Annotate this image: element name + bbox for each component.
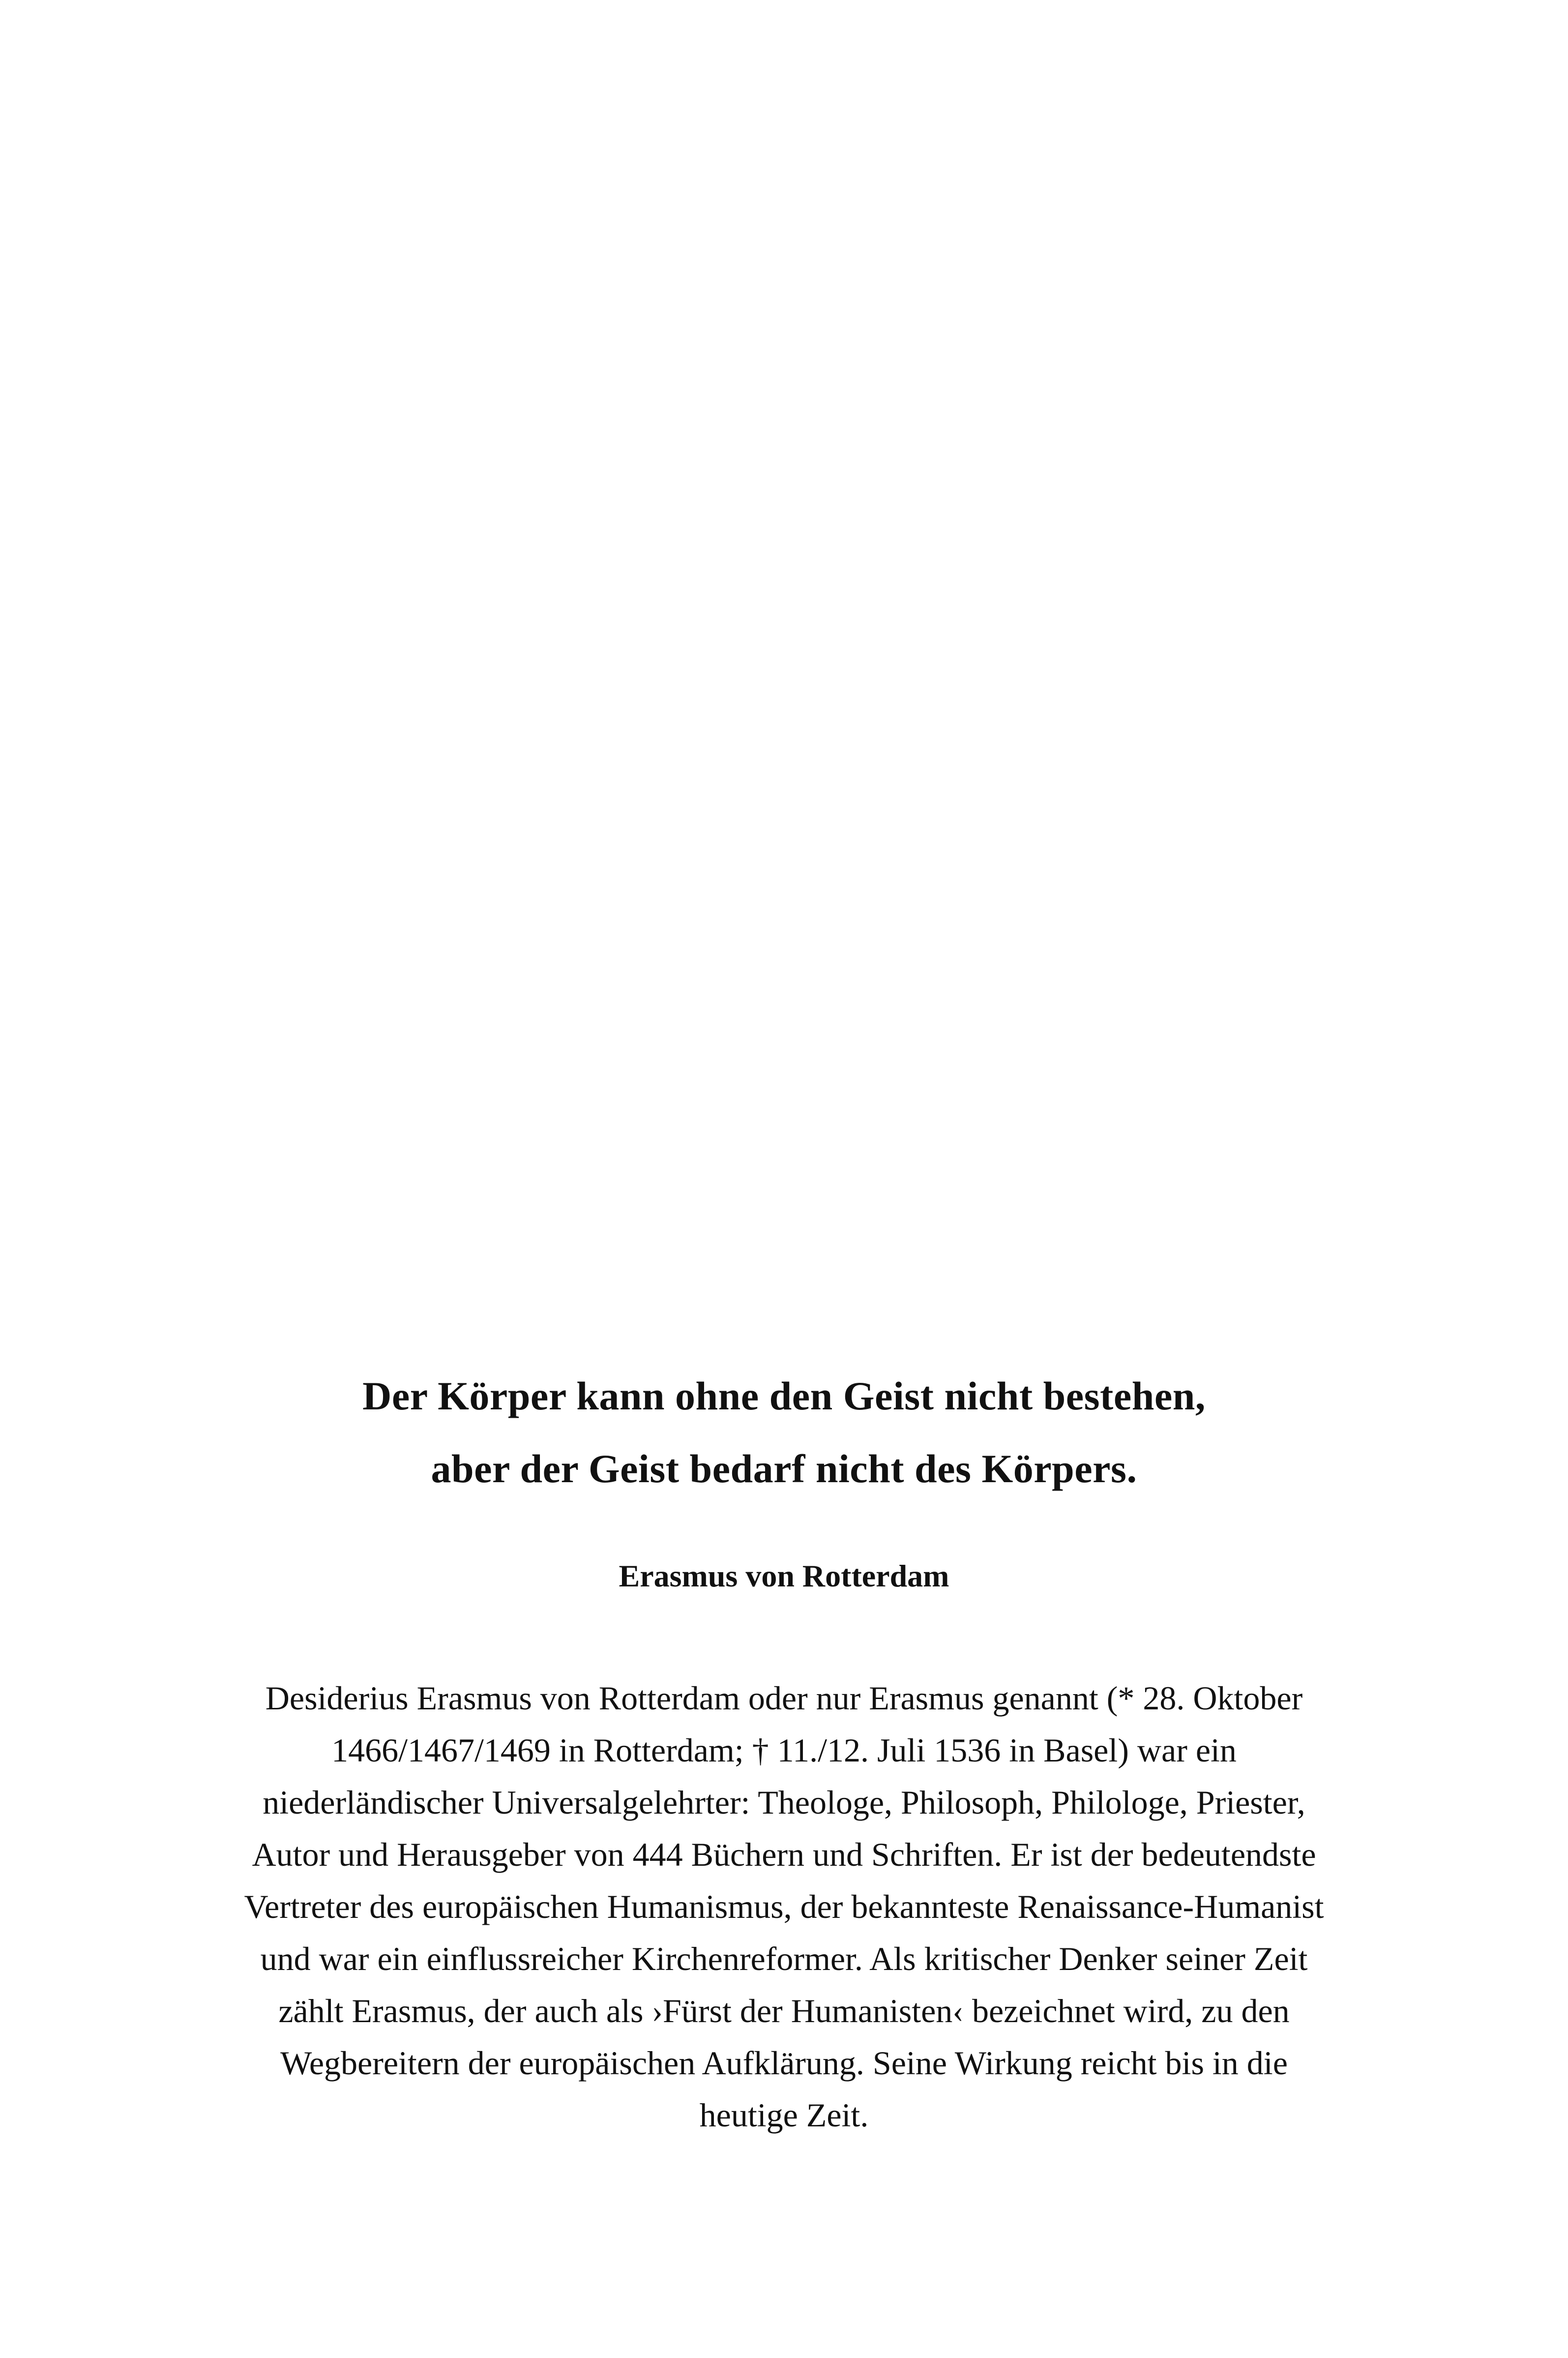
- quote-line: aber der Geist bedarf nicht des Körpers.: [431, 1446, 1137, 1491]
- biography-paragraph: [0, 1672, 1568, 2141]
- biography-line: Wegbereitern der europäischen Aufklärung. Seine Wirkung reicht bis in die: [280, 2044, 1288, 2082]
- biography-line: Desiderius Erasmus von Rotterdam oder nur Erasmus genannt (* 28. Oktober: [265, 1679, 1303, 1717]
- biography-line: Autor und Herausgeber von 444 Büchern und Schriften. Er ist der bedeutendste: [252, 1836, 1316, 1873]
- biography-line: heutige Zeit.: [699, 2096, 869, 2134]
- quote-line: Der Körper kann ohne den Geist nicht bestehen,: [362, 1373, 1206, 1418]
- quote-block: [0, 1360, 1568, 1505]
- biography-line: 1466/1467/1469 in Rotterdam; † 11./12. Juli 1536 in Basel) war ein: [331, 1731, 1237, 1769]
- biography-line: zählt Erasmus, der auch als ›Fürst der Humanisten‹ bezeichnet wird, zu den: [278, 1992, 1290, 2030]
- biography-line: niederländischer Universalgelehrter: Theologe, Philosoph, Philologe, Priester,: [263, 1784, 1305, 1821]
- biography-line: Vertreter des europäischen Humanismus, der bekannteste Renaissance-Humanist: [244, 1888, 1324, 1925]
- quote-author: Erasmus von Rotterdam: [619, 1558, 949, 1593]
- biography-line: und war ein einflussreicher Kirchenreformer. Als kritischer Denker seiner Zeit: [260, 1940, 1308, 1977]
